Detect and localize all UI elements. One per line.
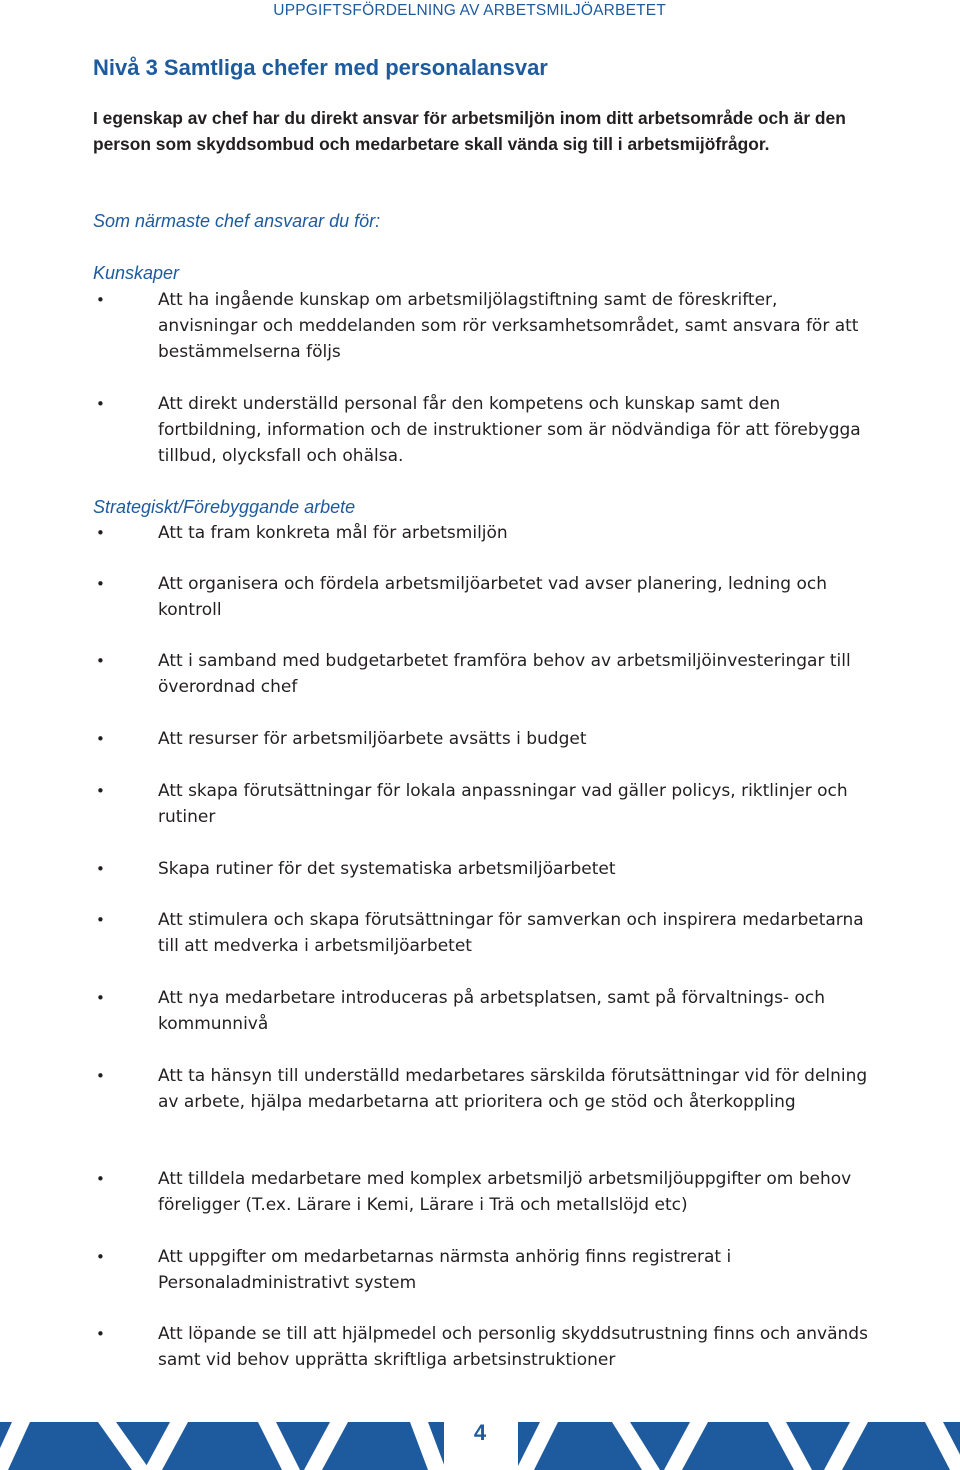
bullet-icon: • [96, 1248, 105, 1266]
list-item: • Att skapa förutsättningar för lokala anpassningar vad gäller policys, riktlinjer och rutiner [93, 778, 878, 830]
list-item: • Att ta hänsyn till underställd medarbetares särskilda förutsättningar vid för delning av arbete, hjälpa medarbetarna att prioritera och ge stöd och återkoppling [93, 1063, 878, 1115]
intro-paragraph: I egenskap av chef har du direkt ansvar för arbetsmiljön inom ditt arbetsområde och är den person som skyddsombud och medarbetare skall vända sig till i arbetsmijöfrågor. [93, 108, 846, 154]
list-item: • Att tilldela medarbetare med komplex arbetsmiljö arbetsmiljöuppgifter om behov föreligger (T.ex. Lärare i Kemi, Lärare i Trä och metallslöjd etc) [93, 1166, 878, 1218]
bullet-icon: • [96, 575, 105, 593]
bullet-icon: • [96, 395, 105, 413]
bullet-icon: • [96, 782, 105, 800]
list-item: • Att i samband med budgetarbetet framföra behov av arbetsmiljöinvesteringar till överordnad chef [93, 648, 878, 700]
bullet-icon: • [96, 730, 105, 748]
page-number: 4 [473, 1420, 487, 1445]
list-item: • Att organisera och fördela arbetsmiljöarbetet vad avser planering, ledning och kontroll [93, 571, 878, 623]
list-item: • Att resurser för arbetsmiljöarbete avsätts i budget [93, 726, 878, 752]
list-item: • Att direkt underställd personal får den kompetens och kunskap samt den fortbildning, information och de instruktioner som är nödvändiga för att förebygga tillbud, olycksfall och ohälsa. [93, 391, 878, 469]
bullet-icon: • [96, 524, 105, 542]
bullet-icon: • [96, 1170, 105, 1188]
list-item: • Att ha ingående kunskap om arbetsmiljölagstiftning samt de föreskrifter, anvisningar och meddelanden som rör verksamhetsområdet, samt ansvara för att bestämmelserna följs [93, 287, 878, 365]
bullet-icon: • [96, 1325, 105, 1343]
list-item: • Att uppgifter om medarbetarnas närmsta anhörig finns registrerat i Personaladministrativt system [93, 1244, 878, 1296]
bullet-icon: • [96, 989, 105, 1007]
section-heading-kunskaper: Kunskaper [93, 263, 180, 283]
bullet-icon: • [96, 860, 105, 878]
running-header: UPPGIFTSFÖRDELNING AV ARBETSMILJÖARBETET [273, 2, 666, 19]
list-item: • Att nya medarbetare introduceras på arbetsplatsen, samt på förvaltnings- och kommunnivå [93, 985, 878, 1037]
list-item: • Att ta fram konkreta mål för arbetsmiljön [93, 520, 878, 546]
list-item: • Skapa rutiner för det systematiska arbetsmiljöarbetet [93, 856, 878, 882]
page-title: Nivå 3 Samtliga chefer med personalansvar [93, 55, 548, 80]
bullet-icon: • [96, 1067, 105, 1085]
section-heading-strategiskt: Strategiskt/Förebyggande arbete [93, 497, 356, 517]
lead-text: Som närmaste chef ansvarar du för: [93, 211, 381, 231]
bullet-icon: • [96, 652, 105, 670]
bullet-icon: • [96, 911, 105, 929]
list-item: • Att stimulera och skapa förutsättningar för samverkan och inspirera medarbetarna till att medverka i arbetsmiljöarbetet [93, 907, 878, 959]
bullet-icon: • [96, 291, 105, 309]
list-item: • Att löpande se till att hjälpmedel och personlig skyddsutrustning finns och används samt vid behov upprätta skriftliga arbetsinstruktioner [93, 1321, 878, 1373]
